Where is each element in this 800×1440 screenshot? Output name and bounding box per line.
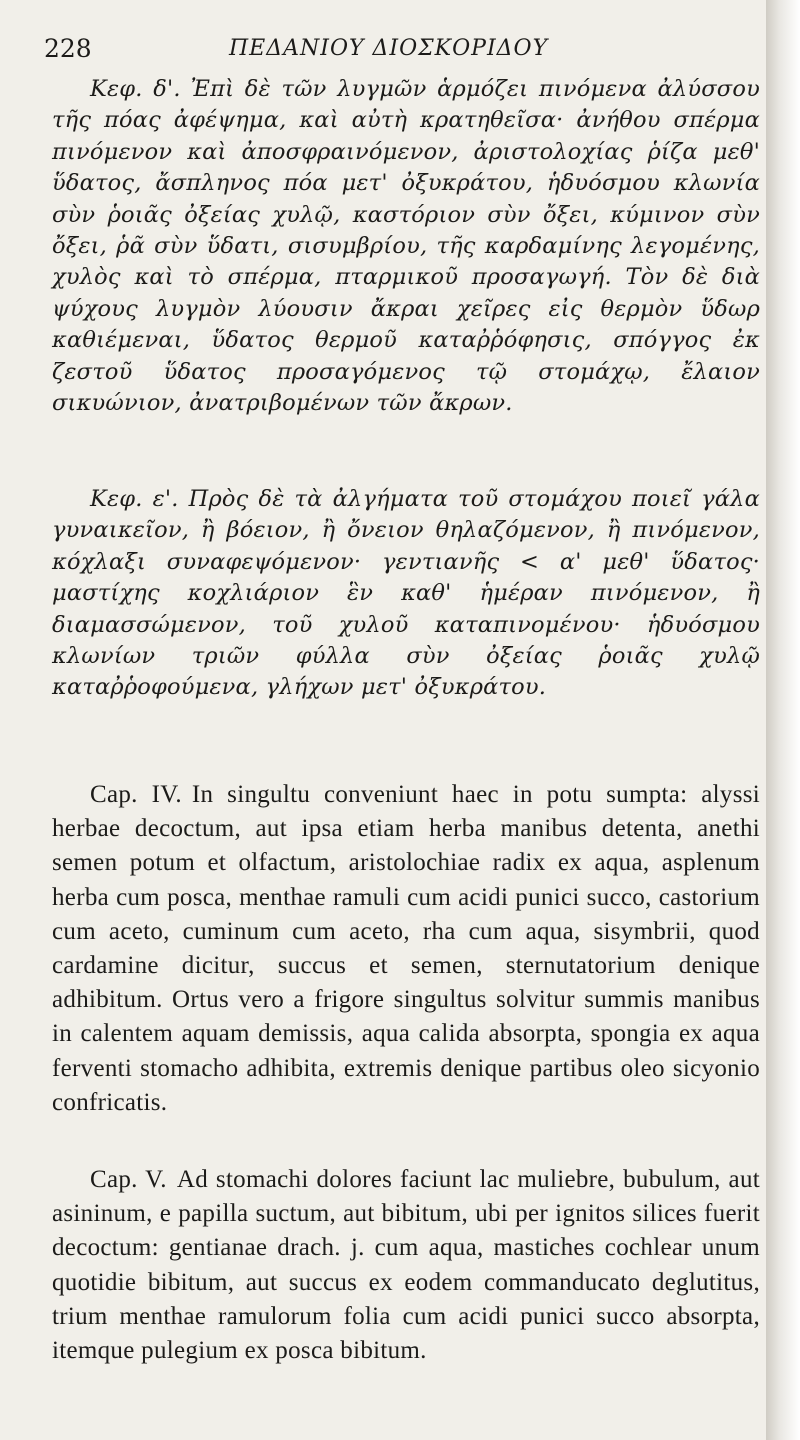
page-edge-shadow <box>766 0 800 1440</box>
chapter-text: Ad stomachi dolores faciunt lac muliebre, bubulum, aut asininum, e papilla suctum, aut bibitum, ubi per ignitos silices fuerit decoctum: gentianae drach. j. cum aqua, mastiches cochlear unum quotidie bibitum, aut succus ex eodem commanducato deglutitus, trium menthae ramulorum folia cum acidi punici succo absorpta, itemque pulegium ex posca bibitum. <box>52 1166 760 1365</box>
running-head: ΠΕΔΑΝΙΟΥ ΔΙΟΣΚΟΡΙΔΟΥ <box>229 36 549 61</box>
chapter-text: Ἐπὶ δὲ τῶν λυγμῶν ἁρμόζει πινόμενα ἀλύσσου τῆς πόας ἀφέψημα, καὶ αὐτὴ κρατηθεῖσα· ἀνήθου σπέρμα πινόμενον καὶ ἀποσφραινόμενον, ἀριστολοχίας ῥίζα μεθ' ὕδατος, ἄσπληνος πόα μετ' ὀξυκράτου, ἡδυόσμου κλωνία σὺν ῥοιᾶς ὀξείας χυλῷ, καστόριον σὺν ὄξει, κύμινον σὺν ὄξει, ῥᾶ σὺν ὕδατι, σισυμβρίου, τῆς καρδαμίνης λεγομένης, χυλὸς καὶ τὸ σπέρμα, πταρμικοῦ προσαγωγή. Τὸν δὲ διὰ ψύχους λυγμὸν λύουσιν ἄκραι χεῖρες εἰς θερμὸν ὕδωρ καθιέμεναι, ὕδατος θερμοῦ καταῤῥόφησις, σπόγγος ἐκ ζεστοῦ ὕδατος προσαγόμενος τῷ στομάχῳ, ἔλαιον σικυώνιον, ἀνατριβομένων τῶν ἄκρων. <box>52 76 760 417</box>
chapter-label: Κεφ. δ'. <box>90 76 181 102</box>
page-header <box>44 34 726 68</box>
chapter-text: In singultu conveniunt haec in potu sumpta: alyssi herbae decoctum, aut ipsa etiam herba manibus detenta, anethi semen potum et olfactum, aristolochiae radix ex aqua, asplenum herba cum posca, menthae ramuli cum acidi punici succo, castorium cum aceto, cuminum cum aceto, rha cum aqua, sisymbrii, quod cardamine dicitur, succus et semen, sternutatorium denique adhibitum. Ortus vero a frigore singultus solvitur summis manibus in calentem aquam demissis, aqua calida absorpta, spongia ex aqua ferventi stomacho adhibita, extremis denique partibus oleo sicyonio confricatis. <box>52 781 761 1116</box>
greek-chapter-5 <box>52 484 760 704</box>
greek-chapter-4 <box>52 74 760 419</box>
chapter-label: Κεφ. ε'. <box>90 486 179 512</box>
chapter-label: Cap. IV. <box>90 781 182 808</box>
latin-chapter-4 <box>52 778 760 1120</box>
latin-chapter-5 <box>52 1163 760 1368</box>
chapter-label: Cap. V. <box>90 1166 167 1193</box>
page-number: 228 <box>44 34 92 63</box>
chapter-text: Πρὸς δὲ τὰ ἀλγήματα τοῦ στομάχου ποιεῖ γάλα γυναικεῖον, ἢ βόειον, ἢ ὄνειον θηλαζόμενον, ἢ πινόμενον, κόχλαξι συναφεψόμενον· γεντιανῆς < α' μεθ' ὕδατος· μαστίχης κοχλιάριον ἓν καθ' ἡμέραν πινόμενον, ἢ διαμασσώμενον, τοῦ χυλοῦ καταπινομένου· ἡδυόσμου κλωνίων τριῶν φύλλα σὺν ὀξείας ῥοιᾶς χυλῷ καταῤῥοφούμενα, γλήχων μετ' ὀξυκράτου. <box>52 486 760 701</box>
